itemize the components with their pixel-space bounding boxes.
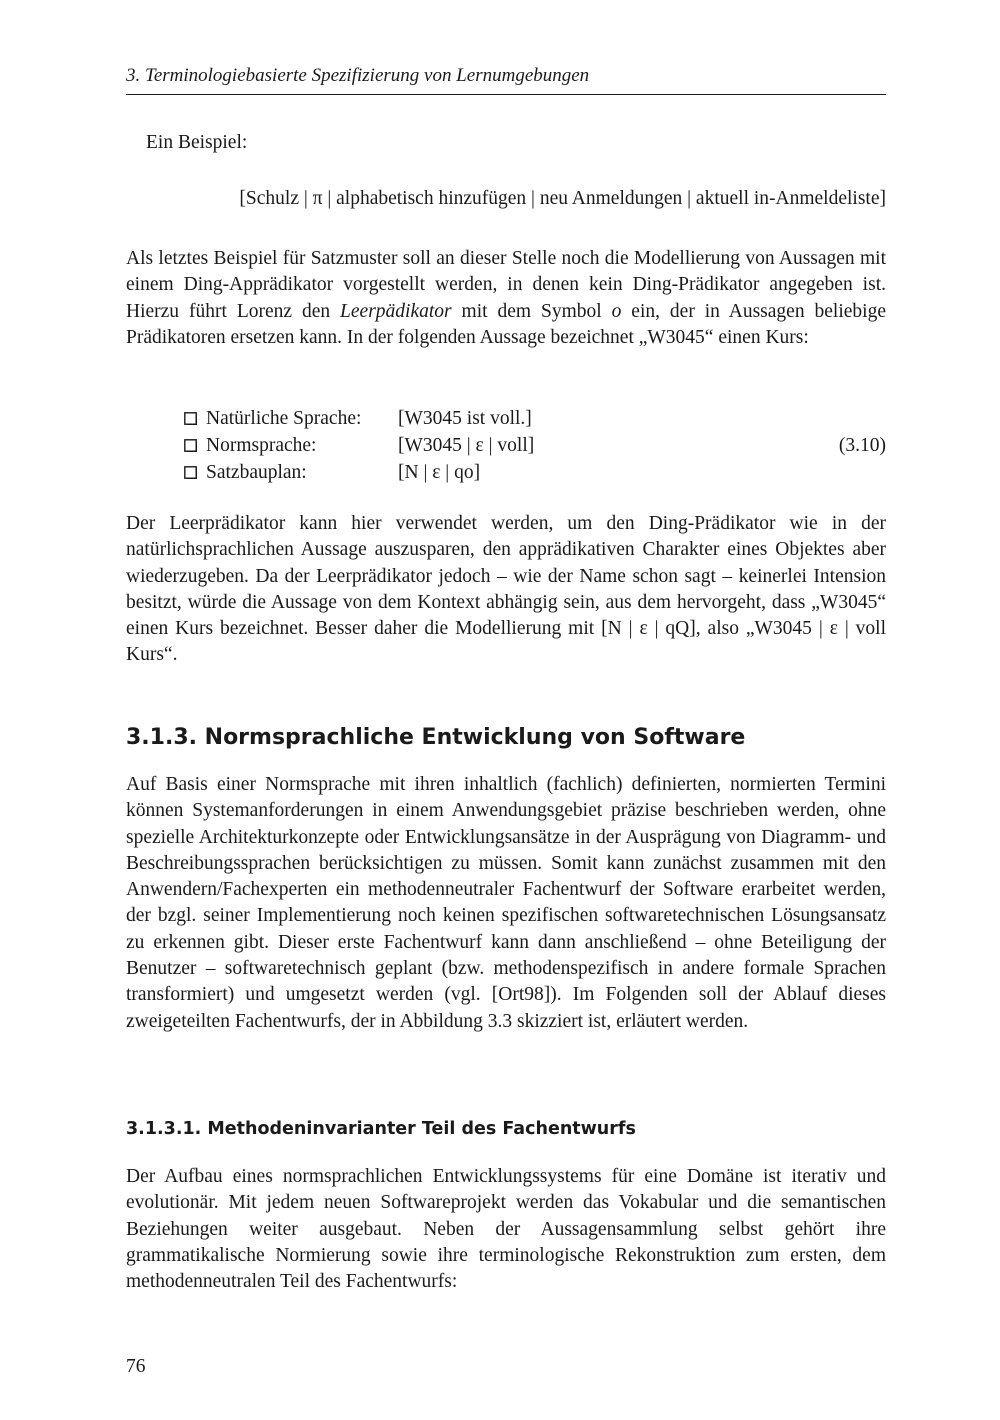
equation-number: (3.10)	[838, 435, 886, 456]
paragraph-2-text: Der Leerprädikator kann hier verwendet werden, um den Ding-Prädikator wie in der natürlichsprachlichen Aussage auszusparen, den apprädikativen Charakter eines Objektes aber wiederzugeben. Da der Leerprädikator jedoch – wie der Name schon sagt – keinerlei Intension besitzt, würde die Aussage von dem Kontext abhängig sein, aus dem hervorgeht, dass „W3045“ einen Kurs bezeichnet. Besser daher die Modellierung mit [N | ε | qQ], also „W3045 | ε | voll Kurs“.	[126, 513, 886, 666]
paragraph-3	[126, 772, 886, 1035]
paragraph-1-text-b: mit dem Symbol	[451, 300, 612, 322]
equation-value: [W3045 ist voll.]	[398, 408, 532, 429]
example-formula: [Schulz | π | alphabetisch hinzufügen | neu Anmeldungen | aktuell in-Anmeldeliste]	[239, 188, 886, 209]
symbol-o: o	[611, 300, 622, 322]
equation-value: [N | ε | qo]	[398, 462, 481, 483]
term-leerpaedikator: Leerpädikator	[340, 300, 452, 322]
box-bullet-icon	[184, 412, 197, 425]
paragraph-4-text: Der Aufbau eines normsprachlichen Entwicklungssystems für eine Domäne ist iterativ und evolutionär. Mit jedem neuen Softwareprojekt werden das Vokabular und die semantischen Beziehungen weiter ausgebaut. Neben der Aussagensammlung selbst gehört ihre grammatikalische Normierung sowie ihre terminologische Rekonstruktion zum ersten, dem methodenneutralen Teil des Fachentwurfs:	[126, 1166, 886, 1293]
paragraph-3-text: Auf Basis einer Normsprache mit ihren inhaltlich (fachlich) definierten, normierten Termini können Systemanforderungen in einem Anwendungsgebiet präzise beschrieben werden, ohne spezielle Architekturkonzepte oder Entwicklungsansätze in der Ausprägung von Diagramm- und Beschreibungssprachen berücksichtigen zu müssen. Somit kann zunächst zusammen mit den Anwendern/Fachexperten ein methodenneutraler Fachentwurf der Software erarbeitet werden, der bzgl. seiner Implementierung noch keinen spezifischen softwaretechnischen Lösungsansatz zu erkennen gibt. Dieser erste Fachentwurf kann dann anschließend – ohne Beteiligung der Benutzer – softwaretechnisch geplant (bzw. methodenspezifisch in andere formale Sprachen transformiert) und umgesetzt werden (vgl. [Ort98]). Im Folgenden soll der Ablauf dieses zweigeteilten Fachentwurfs, der in Abbildung 3.3 skizziert ist, erläutert werden.	[126, 774, 886, 1032]
section-heading: 3.1.3. Normsprachliche Entwicklung von Software	[126, 725, 746, 750]
paragraph-2	[126, 511, 886, 669]
box-bullet-icon	[184, 439, 197, 452]
example-intro: Ein Beispiel:	[146, 132, 248, 153]
paragraph-4	[126, 1164, 886, 1295]
subsection-heading: 3.1.3.1. Methodeninvarianter Teil des Fachentwurfs	[126, 1119, 636, 1139]
paragraph-1	[126, 246, 886, 351]
running-header: 3. Terminologiebasierte Spezifizierung von Lernumgebungen	[126, 62, 886, 95]
equation-row	[184, 432, 886, 459]
equation-label: Natürliche Sprache:	[206, 408, 362, 429]
equation-row	[184, 459, 886, 486]
page-number: 76	[126, 1356, 146, 1377]
equation-row	[184, 405, 886, 432]
equation-label: Normsprache:	[206, 435, 317, 456]
equation-value: [W3045 | ε | voll]	[398, 435, 535, 456]
equation-label: Satzbauplan:	[206, 462, 307, 483]
paragraph-1-text-c: ein, der in Aussagen beliebige Prädikatoren ersetzen kann. In der folgenden Aussage bezeichnet „W3045“ einen Kurs:	[126, 300, 886, 348]
box-bullet-icon	[184, 466, 197, 479]
equation-block	[184, 405, 886, 486]
paragraph-1-text-a: Als letztes Beispiel für Satzmuster soll an dieser Stelle noch die Modellierung von Aussagen mit einem Ding-Apprädikator vorgestellt werden, in denen kein Ding-Prädikator angegeben ist. Hierzu führt Lorenz den	[126, 248, 886, 322]
